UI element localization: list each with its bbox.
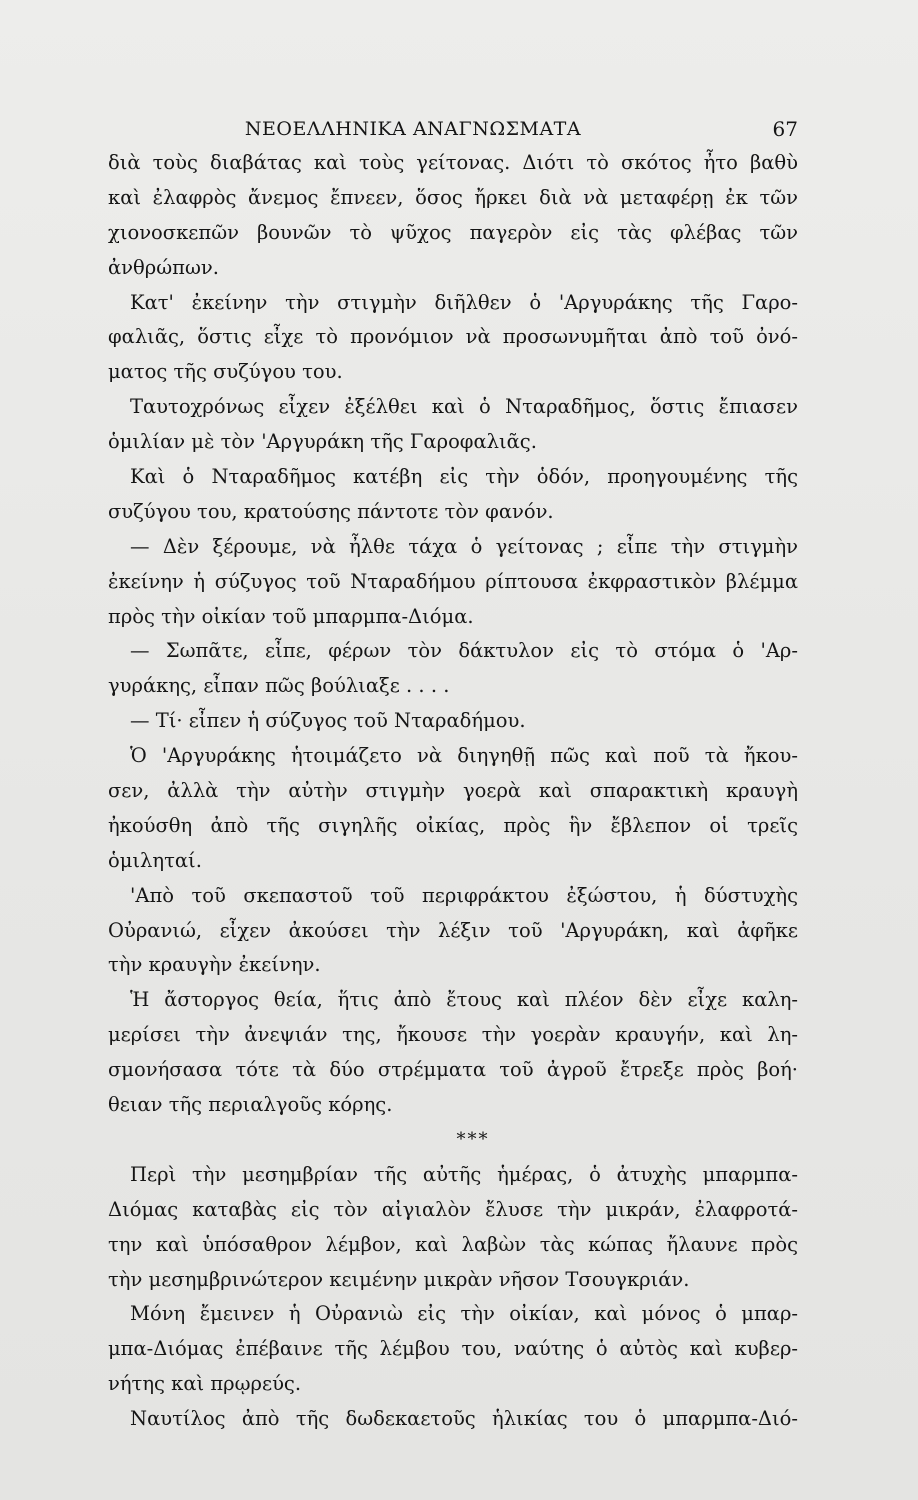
text-line: Καὶ ὁ Νταραδῆμος κατέβη εἰς τὴν ὁδόν, προηγουμένης τῆς	[130, 465, 798, 489]
text-line: γυράκης, εἶπαν πῶς βούλιαξε . . . .	[108, 674, 450, 698]
text-line: Οὐρανιώ, εἶχεν ἀκούσει τὴν λέξιν τοῦ 'Αργυράκη, καὶ ἀφῆκε	[108, 918, 798, 942]
page-header	[108, 114, 798, 144]
text-line: φαλιᾶς, ὅστις εἶχε τὸ προνόμιον νὰ προσωνυμῆται ἀπὸ τοῦ ὀνό-	[108, 325, 798, 349]
text-line: ἀνθρώπων.	[108, 255, 219, 279]
running-title: ΝΕΟΕΛΛΗΝΙΚΑ ΑΝΑΓΝΩΣΜΑΤΑ	[244, 118, 582, 140]
text-line: χιονοσκεπῶν βουνῶν τὸ ψῦχος παγερὸν εἰς τὰς φλέβας τῶν	[108, 220, 798, 244]
text-line: ὁμιλίαν μὲ τὸν 'Αργυράκη τῆς Γαροφαλιᾶς.	[108, 430, 537, 454]
text-line: νήτης καὶ πρῳρεύς.	[108, 1372, 302, 1396]
text-line: πρὸς τὴν οἰκίαν τοῦ μπαρμπα-Διόμα.	[108, 604, 474, 628]
text-line: — Τί· εἶπεν ἡ σύζυγος τοῦ Νταραδήμου.	[130, 709, 526, 733]
text-line: τὴν μεσημβρινώτερον κειμένην μικρὰν νῆσον Τσουγκριάν.	[108, 1267, 690, 1291]
text-line: Κατ' ἐκείνην τὴν στιγμὴν διῆλθεν ὁ 'Αργυράκης τῆς Γαρο-	[130, 290, 798, 314]
text-line: συζύγου του, κρατούσης πάντοτε τὸν φανόν.	[108, 499, 554, 523]
section-break-asterism: ***	[456, 1128, 490, 1150]
text-line: μερίσει τὴν ἀνεψιάν της, ἤκουσε τὴν γοερὰν κραυγήν, καὶ λη-	[108, 1023, 798, 1047]
text-line: Ταυτοχρόνως εἶχεν ἐξέλθει καὶ ὁ Νταραδῆμος, ὅστις ἔπιασεν	[130, 395, 798, 419]
text-line: μπα-Διόμας ἐπέβαινε τῆς λέμβου του, ναύτης ὁ αὐτὸς καὶ κυβερ-	[108, 1337, 798, 1361]
text-line: σμονήσασα τότε τὰ δύο στρέμματα τοῦ ἀγροῦ ἔτρεξε πρὸς βοή·	[108, 1058, 798, 1082]
text-line: ματος τῆς συζύγου του.	[108, 360, 343, 384]
text-line: καὶ ἐλαφρὸς ἄνεμος ἔπνεεν, ὅσος ἤρκει διὰ νὰ μεταφέρῃ ἐκ τῶν	[108, 185, 798, 209]
text-line: διὰ τοὺς διαβάτας καὶ τοὺς γείτονας. Διότι τὸ σκότος ἦτο βαθὺ	[108, 151, 798, 174]
text-line: Περὶ τὴν μεσημβρίαν τῆς αὐτῆς ἡμέρας, ὁ ἀτυχὴς μπαρμπα-	[130, 1162, 798, 1186]
page-number: 67	[772, 117, 798, 141]
text-line: Ἡ ἄστοργος θεία, ἥτις ἀπὸ ἔτους καὶ πλέον δὲν εἶχε καλη-	[130, 988, 798, 1012]
text-line: 'Απὸ τοῦ σκεπαστοῦ τοῦ περιφράκτου ἐξώστου, ἡ δύστυχὴς	[130, 883, 798, 907]
text-line: θειαν τῆς περιαλγοῦς κόρης.	[108, 1093, 393, 1117]
text-line: τὴν κραυγὴν ἐκείνην.	[108, 953, 321, 977]
text-line: ἐκείνην ἡ σύζυγος τοῦ Νταραδήμου ρίπτουσα ἐκφραστικὸν βλέμμα	[108, 569, 798, 593]
text-line: — Δὲν ξέρουμε, νὰ ἦλθε τάχα ὁ γείτονας ; εἶπε τὴν στιγμὴν	[130, 534, 798, 558]
body-text	[108, 146, 798, 1437]
text-line: — Σωπᾶτε, εἶπε, φέρων τὸν δάκτυλον εἰς τὸ στόμα ὁ 'Αρ-	[130, 639, 798, 663]
text-line: σεν, ἀλλὰ τὴν αὐτὴν στιγμὴν γοερὰ καὶ σπαρακτικὴ κραυγὴ	[108, 779, 798, 803]
text-line: ἠκούσθη ἀπὸ τῆς σιγηλῆς οἰκίας, πρὸς ἣν ἔβλεπον οἱ τρεῖς	[108, 813, 798, 837]
text-line: Ὁ 'Αργυράκης ἡτοιμάζετο νὰ διηγηθῇ πῶς καὶ ποῦ τὰ ἤκου-	[130, 744, 798, 768]
text-line: Ναυτίλος ἀπὸ τῆς δωδεκαετοῦς ἡλικίας του ὁ μπαρμπα-Διό-	[130, 1407, 798, 1431]
text-line: ὁμιληταί.	[108, 848, 202, 872]
text-line: Μόνη ἔμεινεν ἡ Οὐρανιὼ εἰς τὴν οἰκίαν, καὶ μόνος ὁ μπαρ-	[130, 1302, 798, 1326]
text-line: Διόμας καταβὰς εἰς τὸν αἰγιαλὸν ἔλυσε τὴν μικράν, ἐλαφροτά-	[108, 1197, 798, 1221]
text-line: την καὶ ὑπόσαθρον λέμβον, καὶ λαβὼν τὰς κώπας ἤλαυνε πρὸς	[108, 1232, 798, 1256]
